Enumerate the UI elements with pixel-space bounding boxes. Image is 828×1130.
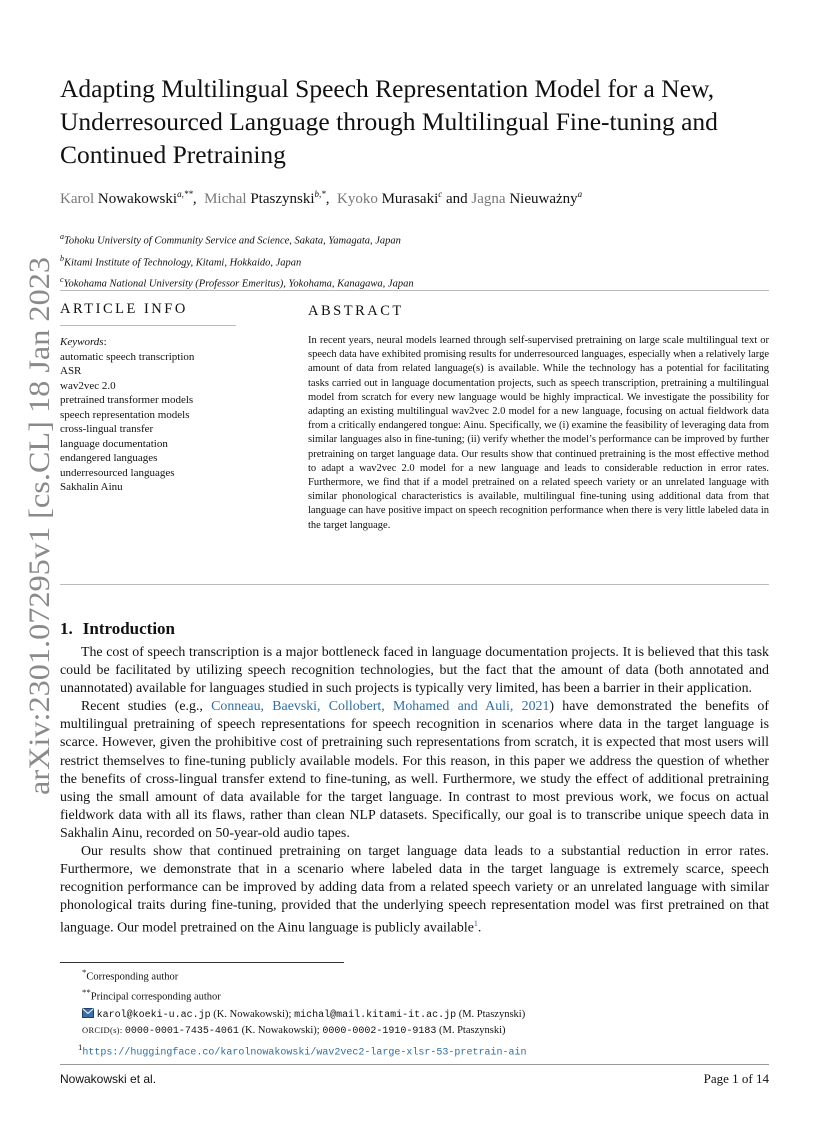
abstract-text: In recent years, neural models learned through self-supervised pretraining on large scale multilingual text or speech data have exhibited promising results for underresourced languages, especially when a relatively large amount of data from related language(s) is available. While the technology has a potential for facilitating tasks carried out in language documentation projects, such as speech transcription, pretraining a multilingual model from scratch for every new language would be highly impractical. We investigate the possibility for adapting an existing multilingual wav2vec 2.0 model for a new language, focusing on actual fieldwork data from a critically endangered tongue: Ainu. Specifically, we (i) examine the feasibility of leveraging data from similar languages also in fine-tuning; (ii) verify whether the model’s performance can be improved by further pretraining on target language data. Our results show that continued pretraining is the most effective method to adapt a wav2vec 2.0 model for a new language and leads to considerable reduction in error rates. Furthermore, we find that if a model pretrained on a related speech variety or an unrelated language with similar phonological characteristics is available, multilingual fine-tuning using additional data from that language can have positive impact on speech recognition performance when there is very little labeled data in the target language. [308, 335, 769, 531]
paper-title [60, 72, 780, 171]
email-link[interactable]: michal@mail.kitami-it.ac.jp [294, 1009, 457, 1021]
author-marks: c [438, 189, 443, 199]
envelope-icon [82, 1009, 94, 1020]
keyword: automatic speech transcription [60, 350, 195, 363]
author [471, 191, 582, 207]
footnote: **Principal corresponding author [82, 986, 221, 1003]
footnote-text: Principal corresponding author [90, 991, 221, 1003]
author-last-name: Nowakowski [97, 191, 178, 207]
orcid-id: 0000-0002-1910-9183 [322, 1026, 437, 1038]
orcid-line [82, 1023, 772, 1039]
keyword: underresourced languages [60, 466, 175, 479]
affiliation-mark: b [60, 253, 64, 263]
introduction-body [60, 644, 769, 938]
footer-divider [60, 1064, 769, 1065]
orcid-owner: (M. Ptaszynski) [436, 1025, 506, 1037]
citation-link[interactable]: Conneau, Baevski, Collobert, Mohamed and Auli, 2021 [211, 699, 550, 715]
paragraph-text: Recent studies (e.g., [81, 699, 212, 715]
article-info-heading: ARTICLE INFO [60, 301, 188, 317]
orcid-label: ORCID(s): [82, 1025, 125, 1036]
paragraph-text: . [477, 921, 482, 937]
author [337, 191, 442, 207]
author-marks: a [577, 189, 583, 199]
affiliation-mark: c [60, 275, 64, 284]
footnote-text: Corresponding author [86, 971, 179, 983]
author-last-name: Murasaki [381, 191, 439, 207]
keyword: pretrained transformer models [60, 394, 194, 406]
author-first-name: Karol [60, 191, 95, 207]
footnote-mark: 1 [78, 1041, 83, 1052]
email-line [82, 1008, 772, 1023]
title-line: Underresourced Language through Multilingual Fine-tuning and [60, 107, 718, 136]
email-owner: (K. Nowakowski); [210, 1008, 295, 1020]
arxiv-identifier-stamp [14, 255, 60, 795]
article-info-divider [60, 325, 236, 326]
author-last-name: Ptaszynski [250, 191, 315, 207]
section-title: Introduction [82, 619, 176, 638]
author-and: and [446, 191, 468, 207]
affiliation [60, 250, 780, 272]
paragraph [60, 843, 769, 938]
footnote-divider [60, 962, 344, 963]
affiliation-text: Kitami Institute of Technology, Kitami, Hokkaido, Japan [64, 257, 302, 268]
affiliation [60, 228, 780, 250]
author-marks: b,* [314, 189, 326, 199]
keywords-block: Keywords: automatic speech transcription ASR wav2vec 2.0 pretrained transformer models speech representation models cross-lingual transfer language documentation endangered languages underresourced languages Sakhalin Ainu [60, 335, 240, 495]
affiliation-text: Tohoku University of Community Service and Science, Sakata, Yamagata, Japan [64, 235, 401, 247]
paragraph: The cost of speech transcription is a major bottleneck faced in language documentation projects. It is believed that this task could be facilitated by utilizing speech recognition technologies, but the fact that the amount of data (both annotated and unannotated) available for languages studied in such projects is typically very limited, has been a barrier in their application. [60, 645, 769, 697]
paragraph-text: ) have demonstrated the benefits of multilingual pretraining of speech representations for speech recognition in scenarios where data in the target language is scarce. However, given the prohibitive cost of pretraining such representations from scratch, it is expected that most users will restrict themselves to fine-tuning publicly available models. For this reason, in this paper we address the question of whether the benefits of cross-lingual transfer extend to fine-tuning, as well. Furthermore, we study the effect of additional pretraining using the small amount of data available for the target language. In contrast to most previous work, we focus on actual fieldwork data with all its flaws, rather than clean NLP datasets. Specifically, our goal is to transcribe unique speech data in Sakhalin Ainu, recorded on 50-year-old audio tapes. [60, 699, 769, 841]
keyword: endangered languages [60, 452, 158, 464]
affiliation-mark: a [60, 232, 64, 241]
author-first-name: Kyoko [337, 191, 378, 207]
title-line: Continued Pretraining [60, 140, 286, 169]
author-last-name: Nieuważny [509, 191, 578, 207]
orcid-owner: (K. Nowakowski); [238, 1025, 323, 1037]
running-author: Nowakowski et al. [60, 1072, 157, 1086]
author-marks: a,** [177, 189, 193, 199]
affiliation-text: Yokohama National University (Professor Emeritus), Yokohama, Kanagawa, Japan [63, 278, 414, 290]
footnote-url-link[interactable]: https://huggingface.co/karolnowakowski/wav2vec2-large-xlsr-53-pretrain-ain [82, 1047, 527, 1059]
email-owner: (M. Ptaszynski) [456, 1008, 526, 1020]
orcid-id: 0000-0001-7435-4061 [124, 1026, 239, 1038]
keyword: ASR [60, 365, 82, 377]
footnote: *Corresponding author [82, 967, 179, 983]
author-first-name: Jagna [471, 191, 506, 207]
paragraph [60, 698, 769, 843]
keyword: Sakhalin Ainu [60, 481, 123, 493]
footnotes [78, 965, 772, 1061]
affiliations [60, 228, 780, 293]
keyword: language documentation [60, 437, 168, 450]
section-heading [60, 619, 185, 639]
author [60, 191, 193, 207]
keyword: speech representation models [60, 408, 190, 421]
arxiv-id-text: arXiv:2301.07295v1 [cs.CL] 18 Jan 2023 [23, 295, 56, 795]
keyword: cross-lingual transfer [60, 423, 154, 435]
header-divider [60, 290, 769, 291]
page-number: Page 1 of 14 [703, 1071, 769, 1086]
footnote-link[interactable]: 1 [473, 919, 478, 929]
email-link[interactable]: karol@koeki-u.ac.jp [96, 1009, 211, 1021]
footnote [78, 1040, 772, 1061]
author-list: Karol Nowakowski$^{a,**}$, Michal Ptaszynski$^{b,*}$, Kyoko Murasaki$^c$ and Jagna Nieuważny$^a$ [60, 189, 583, 207]
author [204, 191, 326, 207]
abstract-divider [60, 584, 769, 585]
section-number: 1. [60, 619, 73, 638]
paragraph-text: Our results show that continued pretraining on target language data leads to a substantial reduction in error rates. Furthermore, we demonstrate that in a scenario where labeled data in the target language is extremely scarce, speech recognition performance can be improved by adding data from a related speech variety or an unrelated language with similar phonological traits during fine-tuning, provided that the underlying speech representation model was first pretrained on that language. Our model pretrained on the Ainu language is publicly available [60, 844, 769, 937]
abstract-heading: ABSTRACT [308, 303, 404, 319]
title-line: Adapting Multilingual Speech Representation Model for a New, [60, 74, 715, 103]
keywords-label: Keywords [60, 336, 104, 348]
keyword: wav2vec 2.0 [60, 379, 116, 392]
author-first-name: Michal [204, 191, 247, 207]
